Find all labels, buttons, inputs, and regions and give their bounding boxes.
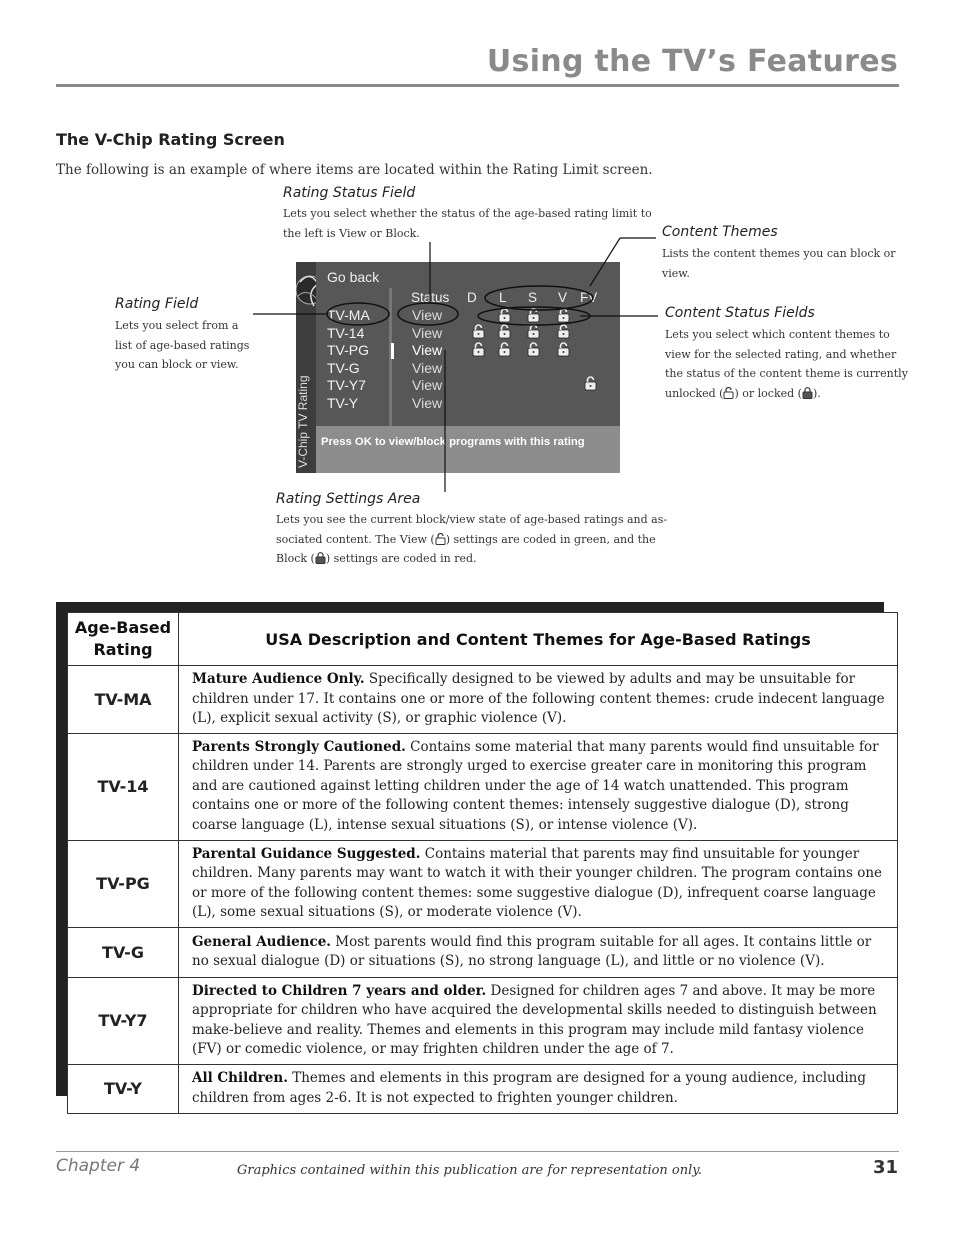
description-lead: Directed to Children 7 years and older.: [192, 982, 487, 999]
callout-line: Lets you select from a: [115, 319, 239, 332]
callout-rating-field-label: Rating Field: [115, 296, 199, 312]
description-cell: [179, 840, 898, 927]
description-cell: [179, 977, 898, 1064]
status-toggle[interactable]: View: [412, 307, 443, 323]
description-text: Most parents would find this program suitable for all ages. It contains little or no sexual dialogue (D) or situations (S), no strong language (L), and little or no violence (V).: [192, 933, 872, 969]
rating-item[interactable]: TV-PG: [327, 342, 370, 358]
screen-footer-hint: Press OK to view/block programs with this rating: [321, 436, 585, 448]
status-header: Status: [411, 290, 450, 305]
table-row: [68, 733, 898, 840]
callout-rating-status-label: Rating Status Field: [283, 185, 416, 201]
rating-item[interactable]: TV-Y7: [327, 377, 366, 393]
chapter-label: Chapter 4: [56, 1156, 141, 1176]
callout-line: [276, 530, 667, 550]
callout-text: ) settings are coded in red.: [325, 552, 477, 565]
rating-cell: TV-G: [68, 927, 179, 977]
table-row: [68, 1064, 898, 1113]
callout-settings-area-label: Rating Settings Area: [276, 491, 421, 507]
rating-cell: TV-14: [68, 733, 179, 840]
description-lead: General Audience.: [192, 933, 331, 950]
theme-header: S: [528, 290, 538, 305]
section-title: The V-Chip Rating Screen: [56, 130, 285, 149]
callout-line: Lets you select whether the status of the age-based rating limit to: [283, 207, 652, 220]
description-text: Specifically designed to be viewed by adults and may be unsuitable for children under 17. It contains one or more of the following content themes: crude indecent language (L), explicit sexual activity (S), or graphic violence (V).: [192, 671, 885, 726]
callout-line: list of age-based ratings: [115, 338, 250, 352]
theme-header: V: [558, 290, 568, 305]
rating-cell: TV-Y7: [68, 977, 179, 1064]
callout-text: ) or locked (: [734, 386, 802, 400]
rating-item[interactable]: TV-MA: [327, 307, 370, 323]
page-number: 31: [872, 1157, 898, 1178]
col-header-rating: Age-Based Rating: [68, 613, 179, 666]
callout-line: view for the selected rating, and whether: [665, 347, 897, 361]
callout-text: ) settings are coded in green, and the: [445, 532, 656, 546]
rating-item[interactable]: TV-G: [327, 360, 360, 376]
ratings-table: [67, 612, 898, 1114]
description-text: Contains some material that many parents would find unsuitable for children under 14. Parents are strongly urged to exercise greater care in monitoring this program and are cautioned against letting children under the age of 14 watch unattended. This program contains one or more of the following content themes: intensely suggestive dialogue (D), strong coarse language (L), intense sexual situations (S), or intense violence (V).: [192, 738, 879, 833]
status-toggle[interactable]: View: [412, 360, 443, 376]
table-row: [68, 977, 898, 1064]
description-text: Contains material that parents may find unsuitable for younger children. Many parents may want to watch it with their younger children. The program contains one or more of the following content themes: some suggestive dialogue (D), infrequent coarse language (L), some sexual situations (S), or moderate violence (V).: [192, 845, 883, 920]
table-row: [68, 840, 898, 927]
description-text: Designed for children ages 7 and above. It may be more appropriate for children who have acquired the developmental skills needed to distinguish between make-believe and reality. Themes and elements in this program may include mild fantasy violence (FV) or comedic violence, or may frighten children under the age of 7.: [192, 982, 877, 1057]
callout-content-themes-label: Content Themes: [662, 224, 778, 240]
callout-text: sociated content. The View (: [276, 532, 435, 546]
go-back-button[interactable]: Go back: [327, 269, 380, 285]
callout-line: you can block or view.: [115, 358, 239, 371]
status-toggle[interactable]: View: [412, 395, 443, 411]
description-lead: All Children.: [192, 1070, 288, 1086]
description-lead: Mature Audience Only.: [192, 671, 365, 687]
description-text: Themes and elements in this program are designed for a young audience, including children from ages 2-6. It is not expected to frighten younger children.: [192, 1070, 867, 1106]
callout-settings-area-desc: [276, 510, 667, 569]
callout-line: Lists the content themes you can block or: [662, 247, 896, 260]
section-intro: The following is an example of where items are located within the Rating Limit screen.: [56, 162, 653, 178]
description-cell: [179, 733, 898, 840]
rating-cell: TV-MA: [68, 666, 179, 734]
description-lead: Parents Strongly Cautioned.: [192, 738, 406, 755]
locked-icon: [315, 552, 326, 564]
theme-header: D: [467, 290, 477, 305]
status-toggle[interactable]: View: [412, 377, 443, 393]
page-header-title: Using the TV’s Features: [486, 44, 898, 79]
table-row: [68, 666, 898, 734]
description-cell: [179, 666, 898, 734]
description-lead: Parental Guidance Suggested.: [192, 845, 421, 862]
callout-line: the status of the content theme is currently: [665, 367, 908, 380]
callout-line: Lets you see the current block/view state of age-based ratings and as-: [276, 513, 668, 526]
theme-header: L: [499, 290, 507, 305]
callout-line: view.: [662, 266, 690, 280]
description-cell: [179, 1064, 898, 1113]
callout-text: ).: [812, 386, 821, 400]
callout-line: Lets you select which content themes to: [665, 328, 890, 341]
description-cell: [179, 927, 898, 977]
rating-cell: TV-PG: [68, 840, 179, 927]
theme-header: FV: [580, 290, 598, 305]
status-toggle[interactable]: View: [412, 342, 443, 358]
status-toggle[interactable]: View: [412, 325, 443, 341]
rating-item[interactable]: TV-Y: [327, 395, 359, 411]
vchip-side-label: V-Chip TV Rating: [296, 375, 310, 468]
table-header-row: [68, 613, 898, 666]
rating-cell: TV-Y: [68, 1064, 179, 1113]
callout-line: the left is View or Block.: [283, 226, 420, 240]
callout-text: Block (: [276, 552, 315, 565]
footer-note: Graphics contained within this publication are for representation only.: [237, 1163, 703, 1178]
callout-content-status-label: Content Status Fields: [665, 305, 815, 321]
col-header-description: USA Description and Content Themes for Age-Based Ratings: [179, 613, 898, 666]
table-row: [68, 927, 898, 977]
rating-item[interactable]: TV-14: [327, 325, 365, 341]
unlocked-icon: [435, 533, 446, 545]
footer-rule: [56, 1151, 899, 1152]
callout-line: [276, 549, 667, 569]
callout-text: unlocked (: [665, 386, 724, 400]
